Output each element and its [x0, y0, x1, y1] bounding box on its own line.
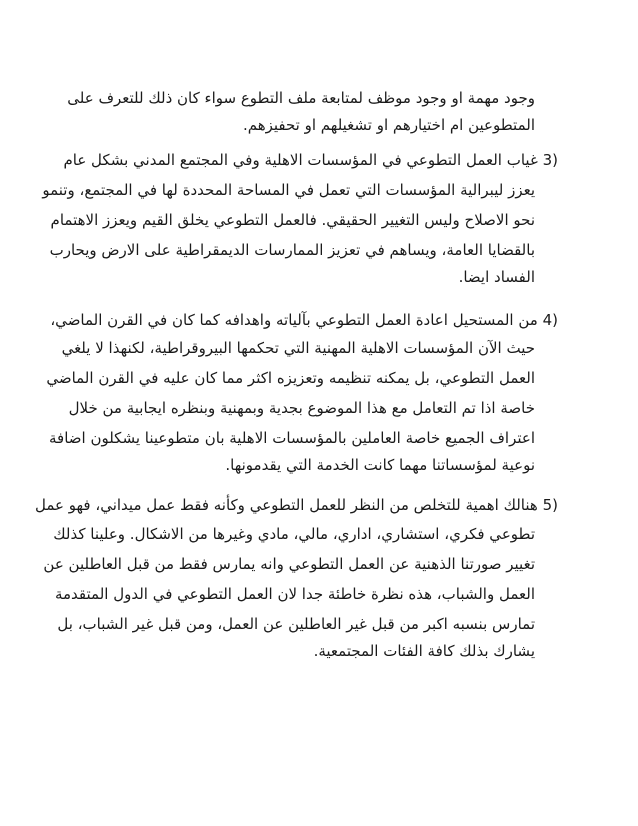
- item-number: 5): [542, 496, 558, 514]
- paragraph-line: تمارس بنسبه اكبر من قبل غير العاطلين عن العمل، ومن قبل غير الشباب، بل: [57, 615, 535, 633]
- paragraph-line: بالقضايا العامة، ويساهم في تعزيز الممارسات الديمقراطية على الارض ويحارب: [49, 241, 535, 259]
- paragraph-line: الفساد ايضا.: [458, 268, 535, 286]
- item-first-line: من المستحيل اعادة العمل التطوعي بآلياته واهدافه كما كان في القرن الماضي،: [50, 311, 538, 329]
- paragraph-line: يشارك بذلك كافة الفئات المجتمعية.: [313, 642, 535, 660]
- paragraph-line: تطوعي فكري، استشاري، اداري، مالي، مادي وغيرها من الاشكال. وعلينا كذلك: [53, 525, 535, 543]
- paragraph-line: حيث الآن المؤسسات الاهلية المهنية التي تحكمها البيروقراطية، لكنهذا لا يلغي: [61, 339, 535, 357]
- paragraph-line: [0, 150, 638, 170]
- item-first-line: غياب العمل التطوعي في المؤسسات الاهلية وفي المجتمع المدني بشكل عام: [63, 151, 538, 169]
- paragraph-line: خاصة اذا تم التعامل مع هذا الموضوع بجدية وبمهنية وبنظره ايجابية من خلال: [68, 399, 535, 417]
- item-number: 3): [542, 151, 558, 169]
- paragraph-line: تغيير صورتنا الذهنية عن العمل التطوعي وانه يمارس فقط من قبل العاطلين عن: [43, 555, 535, 573]
- paragraph-line: اعتراف الجميع خاصة العاملين بالمؤسسات الاهلية بان متطوعينا يشكلون اضافة: [48, 429, 535, 447]
- paragraph-line: [0, 495, 638, 515]
- paragraph-line: [0, 310, 638, 330]
- paragraph-line: نحو الاصلاح وليس التغيير الحقيقي. فالعمل التطوعي يخلق القيم ويعزز الاهتمام: [50, 211, 535, 229]
- item-first-line: هنالك اهمية للتخلص من النظر للعمل التطوعي وكأنه فقط عمل ميداني، فهو عمل: [35, 496, 538, 514]
- paragraph-line: وجود مهمة او وجود موظف لمتابعة ملف التطوع سواء كان ذلك للتعرف على: [67, 89, 535, 107]
- paragraph-line: نوعية لمؤسساتنا مهما كانت الخدمة التي يقدمونها.: [225, 456, 535, 474]
- paragraph-line: يعزز ليبرالية المؤسسات التي تعمل في المساحة المحددة لها في المجتمع، وتنمو: [42, 181, 535, 199]
- paragraph-line: المتطوعين ام اختيارهم او تشغيلهم او تحفيزهم.: [242, 116, 535, 134]
- paragraph-line: العمل والشباب، هذه نظرة خاطئة جدا لان العمل التطوعي في الدول المتقدمة: [54, 585, 535, 603]
- item-number: 4): [542, 311, 558, 329]
- paragraph-line: العمل التطوعي، بل يمكنه تنظيمه وتعزيزه اكثر مما كان عليه في القرن الماضي: [46, 369, 535, 387]
